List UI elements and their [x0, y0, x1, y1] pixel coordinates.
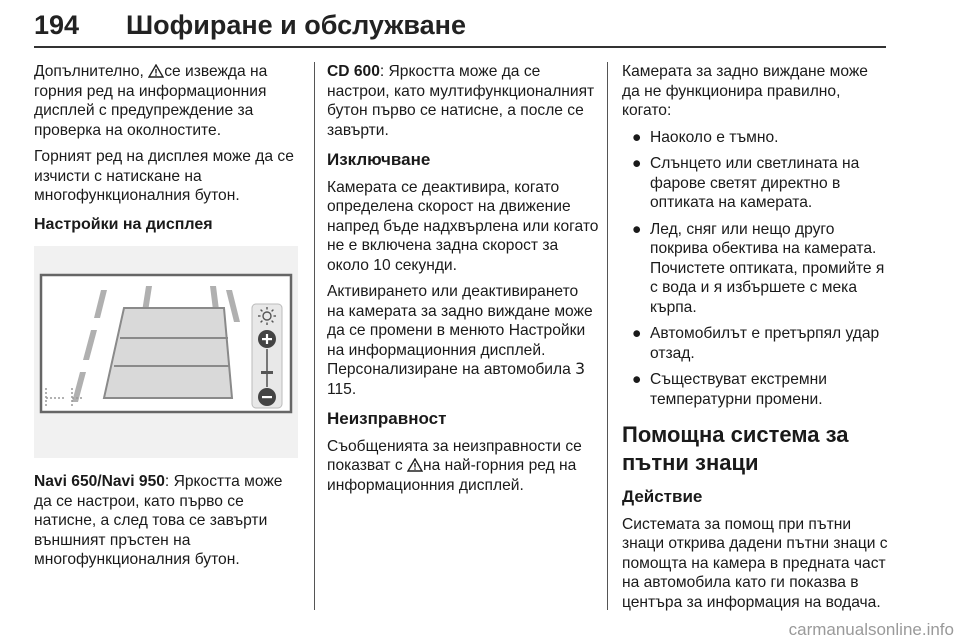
list-item [622, 220, 890, 318]
bullet-icon: ● [632, 128, 642, 146]
list-item-text: Съществуват екстремни температурни промени. [650, 371, 827, 408]
list-item [622, 154, 890, 213]
list-item [622, 324, 890, 363]
page-ref-icon[interactable]: 3 [575, 360, 586, 378]
list-item-text: Наоколо е тъмно. [650, 128, 779, 146]
brightness-slider-track[interactable] [266, 349, 268, 387]
list-item-text: Слънцето или светлината на фарове светят директно в оптиката на камерата. [650, 155, 860, 211]
text: Активирането или деактивирането на камерата за задно виждане може да се промени в менюто Настройки на информационния дисплей. Персонализиране на автомобила [327, 283, 593, 378]
section-heading: Помощна система за пътни знаци [622, 422, 849, 475]
header-rule [34, 46, 886, 48]
paragraph [327, 282, 599, 399]
bullet-icon: ● [632, 371, 642, 388]
column-divider [607, 62, 608, 610]
list-item-text: Автомобилът е претърпял удар отзад. [650, 325, 880, 362]
column-2 [327, 62, 599, 502]
paragraph: Камерата се деактивира, когато определена скорост на движение напред бъде надхвърлена или когато не е включена задна скорост за около 10 секунди. [327, 178, 599, 274]
paragraph: Системата за помощ при пътни знаци открива дадени пътни знаци с помощта на камера в предната част на автомобила като ги показва в центъра за информация на водача. [622, 515, 888, 611]
warning-triangle-icon [148, 64, 164, 78]
subheading-operation: Действие [622, 487, 703, 506]
paragraph [327, 62, 599, 140]
watermark: carmanualsonline.info [788, 620, 954, 639]
page-number: 194 [34, 10, 80, 40]
list-item-text: Лед, сняг или нещо друго покрива обектива на камерата. Почистете оптиката, промийте я с вода и я избършете с мека кърпа. [650, 220, 885, 316]
text: : Яркостта може да се настрои, като първо се натисне, а след това се завърти външният пръстен на многофункционалния бутон. [34, 473, 283, 568]
text: 115. [327, 380, 357, 398]
list-item [622, 370, 890, 409]
camera-display-figure [34, 246, 298, 458]
column-3 [622, 62, 890, 619]
bullet-icon: ● [632, 220, 642, 238]
text: на най-горния ред на информационния дисплей. [327, 457, 577, 494]
plus-icon[interactable] [258, 330, 276, 348]
text: се извежда на горния ред на информационния дисплей с предупреждение за проверка на околностите. [34, 63, 268, 139]
page-title: Шофиране и обслужване [126, 10, 466, 40]
subheading-display-settings: Настройки на дисплея [34, 215, 213, 233]
bullet-icon: ● [632, 325, 642, 342]
model-label: Navi 650/Navi 950 [34, 473, 165, 490]
text: : Яркостта може да се настрои, като мултифункционалният бутон първо се натисне, а после се завърти. [327, 63, 595, 139]
brightness-slider-thumb[interactable] [261, 371, 273, 374]
heading-switch-off: Изключване [327, 150, 431, 169]
bullet-icon: ● [632, 155, 642, 172]
column-1 [34, 62, 302, 577]
paragraph [327, 437, 599, 496]
column-divider [314, 62, 315, 610]
guide-zone [104, 308, 232, 398]
bullet-list [622, 128, 890, 410]
paragraph: Камерата за задно виждане може да не функционира правилно, когато: [622, 63, 868, 119]
page-header [34, 6, 886, 48]
paragraph [34, 62, 302, 140]
paragraph [34, 472, 302, 570]
minus-icon[interactable] [258, 388, 276, 406]
warning-triangle-icon [407, 458, 423, 472]
list-item [622, 128, 890, 148]
heading-fault: Неизправност [327, 409, 447, 428]
text: Допълнително, [34, 63, 149, 80]
model-label: CD 600 [327, 63, 380, 80]
paragraph: Горният ред на дисплея може да се изчисти с натискане на многофункционалния бутон. [34, 148, 294, 204]
rear-camera-illustration [34, 246, 298, 458]
text: Съобщенията за неизправности се показват с [327, 437, 582, 474]
